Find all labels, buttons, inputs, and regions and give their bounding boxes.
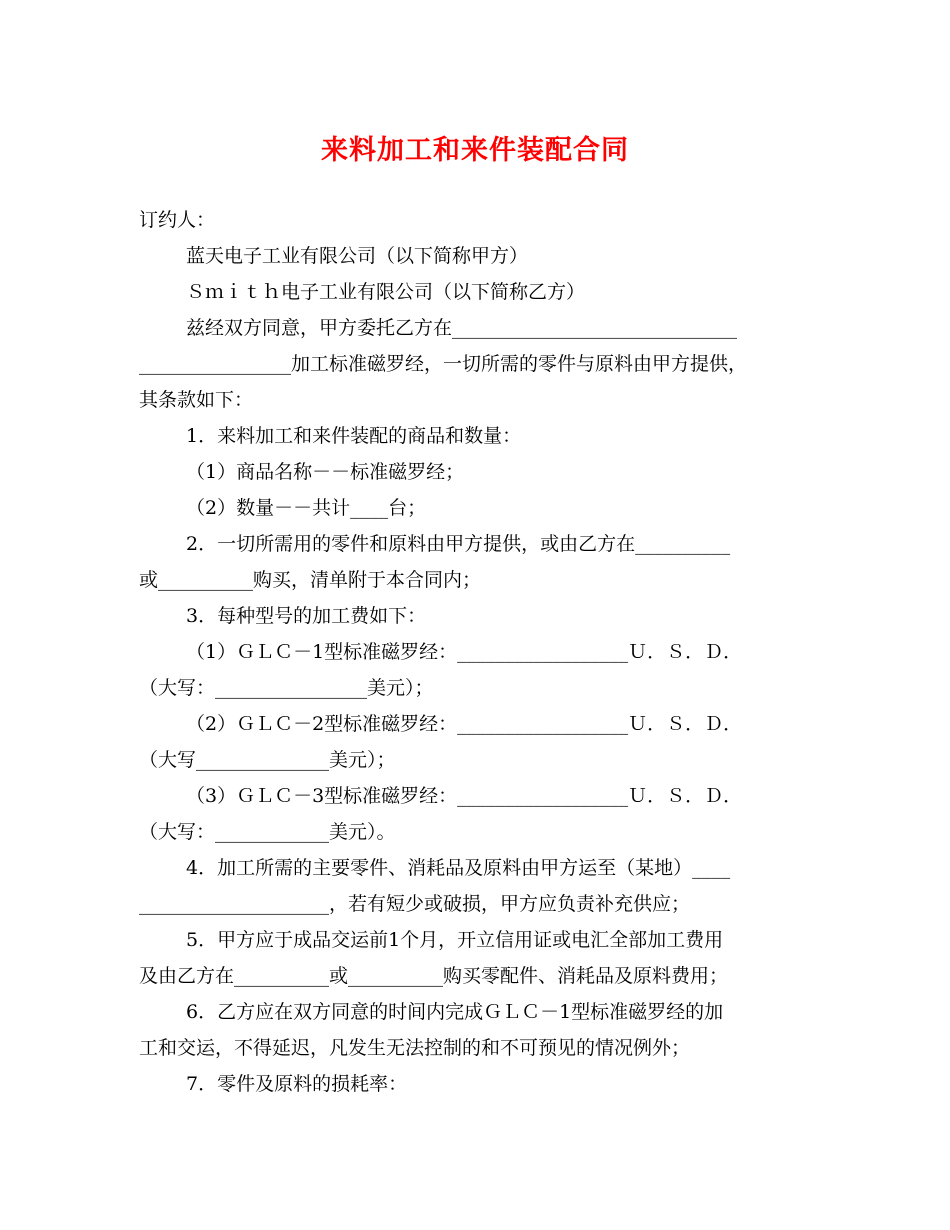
text-line: ________________加工标准磁罗经，一切所需的零件与原料由甲方提供， xyxy=(139,353,748,375)
text-line: （1）ＧＬＣ－1型标准磁罗经：__________________Ｕ．Ｓ．Ｄ． xyxy=(186,641,743,663)
text-line: （大写：____________美元）。 xyxy=(139,821,396,843)
text-line: 5．甲方应于成品交运前1个月，开立信用证或电汇全部加工费用 xyxy=(186,929,724,951)
text-line: 兹经双方同意，甲方委托乙方在______________________________ xyxy=(186,317,738,339)
text-line: （2）ＧＬＣ－2型标准磁罗经：__________________Ｕ．Ｓ．Ｄ． xyxy=(186,713,743,735)
text-line: 6．乙方应在双方同意的时间内完成ＧＬＣ－1型标准磁罗经的加 xyxy=(186,1001,724,1023)
text-line: 工和交运，不得延迟，凡发生无法控制的和不可预见的情况例外； xyxy=(139,1037,691,1059)
text-line: 订约人： xyxy=(139,209,216,231)
text-line: （大写：________________美元）； xyxy=(139,677,434,699)
text-line: 2．一切所需用的零件和原料由甲方提供，或由乙方在__________ xyxy=(186,533,731,555)
text-line: ____________________，若有短少或破损，甲方应负责补充供应； xyxy=(139,893,691,915)
text-line: （1）商品名称－－标准磁罗经； xyxy=(186,461,465,483)
text-line: 4．加工所需的主要零件、消耗品及原料由甲方运至（某地）____ xyxy=(186,857,731,879)
text-line: （大写______________美元）； xyxy=(139,749,396,771)
text-line: 及由乙方在__________或__________购买零配件、消耗品及原料费用； xyxy=(139,965,729,987)
text-line: 1．来料加工和来件装配的商品和数量： xyxy=(186,425,522,447)
text-line: 蓝天电子工业有限公司（以下简称甲方） xyxy=(186,245,529,267)
text-line: （2）数量－－共计____台； xyxy=(186,497,427,519)
text-line: 7．零件及原料的损耗率： xyxy=(186,1073,408,1095)
text-line: 或__________购买，清单附于本合同内； xyxy=(139,569,482,591)
text-line: 其条款如下： xyxy=(139,389,254,411)
document-title: 来料加工和来件装配合同 xyxy=(321,135,629,166)
text-line: Ｓｍｉｔｈ电子工业有限公司（以下简称乙方） xyxy=(186,281,586,303)
text-line: 3．每种型号的加工费如下： xyxy=(186,605,427,627)
text-line: （3）ＧＬＣ－3型标准磁罗经：__________________Ｕ．Ｓ．Ｄ． xyxy=(186,785,743,807)
document-body xyxy=(139,202,823,1102)
